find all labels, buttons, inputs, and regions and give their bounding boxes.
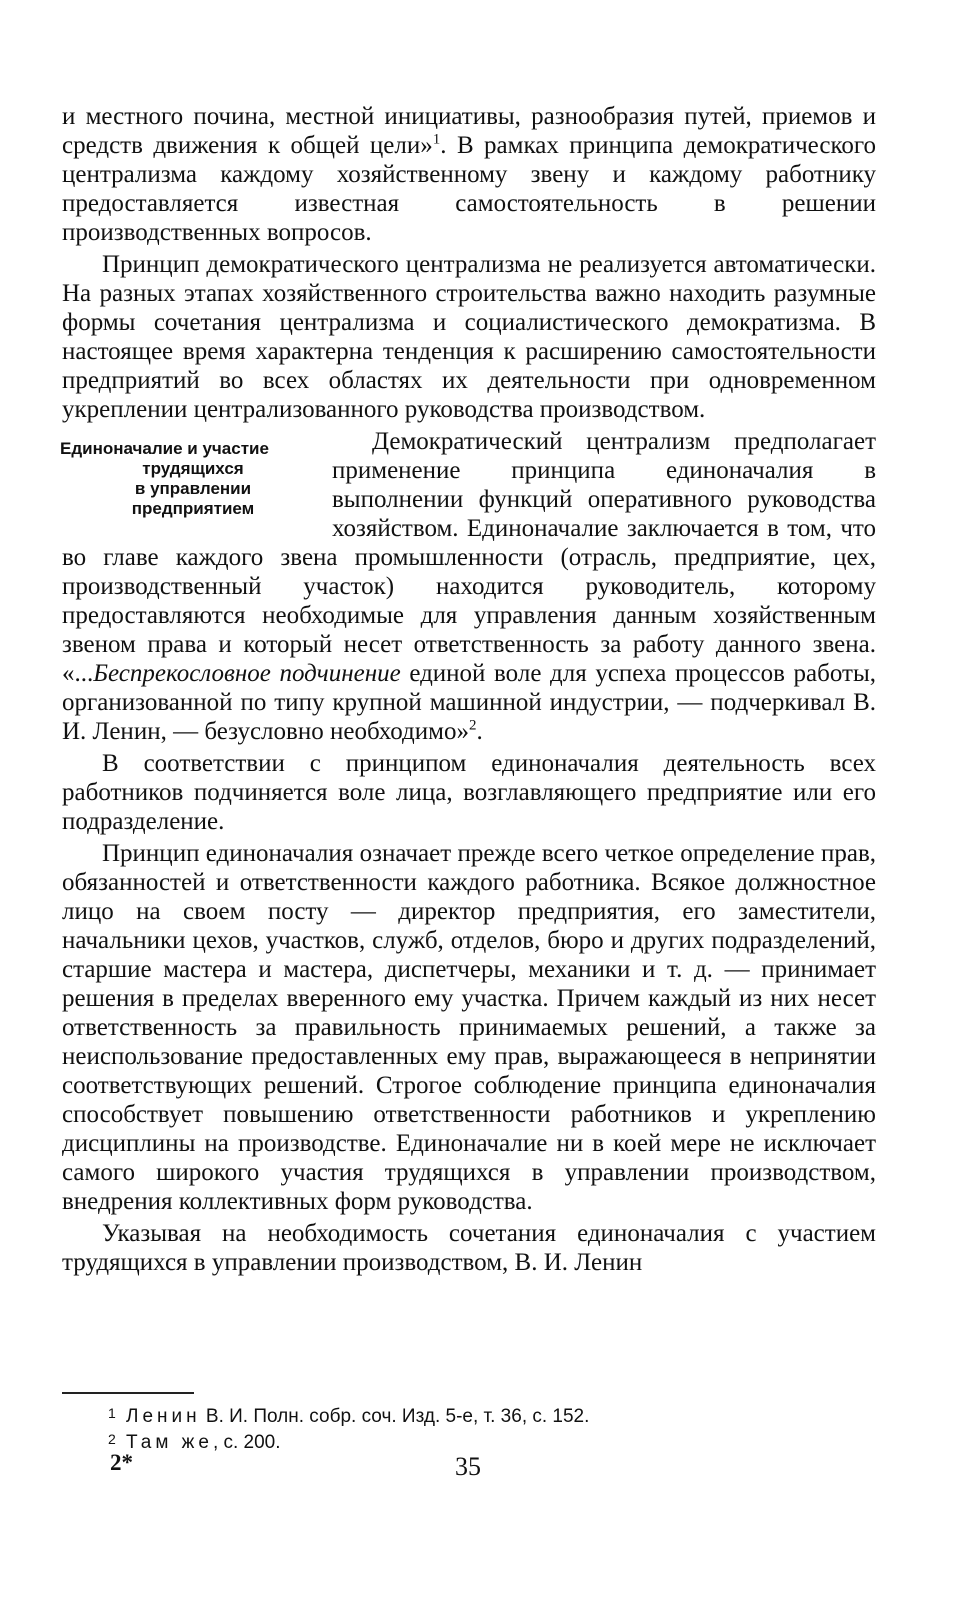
paragraph-1-tail: . В рамках принципа демократического централизма каждому хозяйственному звену и каждому работнику предоставляется известная самостоятельность в решении производственных вопросов. xyxy=(62,132,876,246)
footnote-ref-2: 2 xyxy=(468,717,477,734)
footnote-1 xyxy=(108,1404,868,1430)
side-heading-line-2: трудящихся xyxy=(142,459,244,478)
paragraph-6: Указывая на необходимость сочетания единоначалия с участием трудящихся в управлении производством, В. И. Ленин xyxy=(62,1220,876,1276)
paragraph-3-text-end: единой воле для успеха процессов работы, организованной по типу крупной машинной индустрии, — подчеркивал В. И. Ленин, — безусловно необходимо» xyxy=(62,660,876,745)
paragraph-3-text: Демократический централизм предполагает применение принципа единоначалия в выполнении функций оперативного руководства хозяйством. Единоначалие заключается в том, что во главе каждого звена промышленности (отрасль, предприятие, цех, производственный участок) находится руководитель, которому предоставляются необходимые для управления данным хозяйственным звеном права и который несет ответственность за работу данного звена. «... xyxy=(62,428,876,687)
footnote-2-author: Там же xyxy=(126,1432,213,1453)
page-number: 35 xyxy=(455,1452,481,1481)
side-heading-line-1: Единоначалие и участие xyxy=(60,439,269,458)
side-heading-line-4: предприятием xyxy=(131,499,255,518)
footnote-ref-1: 1 xyxy=(432,131,441,148)
paragraph-3-period: . xyxy=(476,718,483,745)
main-text xyxy=(62,102,876,1277)
footnote-2-text: , с. 200. xyxy=(212,1432,281,1453)
side-heading-line-3: в управлении xyxy=(134,479,252,498)
footnote-divider xyxy=(62,1392,194,1394)
printer-signature: 2* xyxy=(110,1450,133,1475)
paragraph-5: Принцип единоначалия означает прежде всего четкое определение прав, обязанностей и ответственности каждого работника. Всякое должностное лицо на своем посту — директор предприятия, его заместители, начальники цехов, участков, служб, отделов, бюро и других подразделений, старшие мастера и мастера, диспетчеры, механики и т. д. — принимает решения в пределах вверенного ему участка. Причем каждый из них несет ответственность за правильность принимаемых решений, а также за неиспользование предоставленных ему прав, выражающееся в непринятии соответствующих решений. Строгое соблюдение принципа единоначалия способствует повышению ответственности работников и укреплению дисциплины на производстве. Единоначалие ни в коей мере не исключает самого широкого участия трудящихся в управлении производством, внедрения коллективных форм руководства. xyxy=(62,840,876,1215)
paragraph-3 xyxy=(62,427,876,746)
footnotes xyxy=(108,1404,868,1456)
page-body xyxy=(62,102,876,1562)
footnote-1-text: В. И. Полн. собр. соч. Изд. 5-е, т. 36, с. 152. xyxy=(200,1406,590,1427)
paragraph-1 xyxy=(62,102,876,247)
paragraph-2: Принцип демократического централизма не реализуется автоматически. На разных этапах хозяйственного строительства важно находить разумные формы сочетания централизма и социалистического демократизма. В настоящее время характерна тенденция к расширению самостоятельности предприятий во всех областях их деятельности при одновременном укреплении централизованного руководства производством. xyxy=(62,251,876,423)
paragraph-3-emphasis: Беспрекословное подчинение xyxy=(93,660,401,687)
footnote-1-author: Ленин xyxy=(126,1406,201,1427)
paragraph-4: В соответствии с принципом единоначалия деятельность всех работников подчиняется воле лица, возглавляющего предприятие или его подразделение. xyxy=(62,750,876,835)
paragraph-1-text: и местного почина, местной инициативы, разнообразия путей, приемов и средств движения к общей цели» xyxy=(62,103,876,159)
side-heading xyxy=(62,439,324,519)
footnote-2 xyxy=(108,1430,868,1456)
footnote-1-mark: 1 xyxy=(108,1405,116,1421)
footnote-2-mark: 2 xyxy=(108,1431,116,1447)
